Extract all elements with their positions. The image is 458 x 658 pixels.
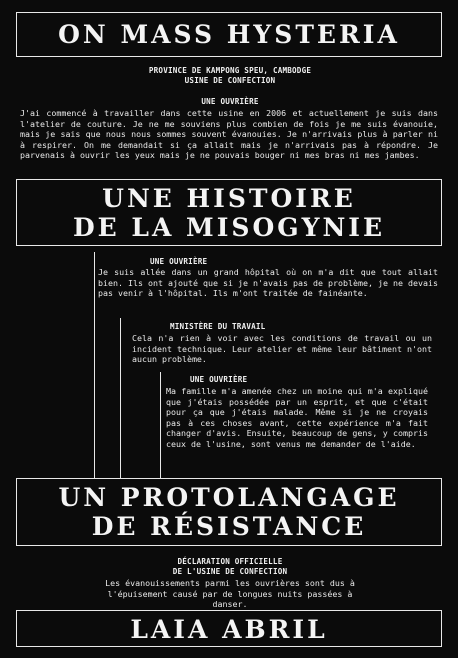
speaker-worker-3: UNE OUVRIÈRE [190,375,248,384]
rule-under-protolangage [16,545,442,546]
speaker-declaration-line-2: DE L'USINE DE CONFECTION [172,567,288,576]
title-histoire-line-2: DE LA MISOGYNIE [72,213,386,242]
statement-declaration: Les évanouissements parmi les ouvrières sont dus à l'épuisement causé par de longues nuits passées à danser. [105,578,355,610]
rule-step-3 [160,372,161,478]
rule-above-histoire [16,179,442,180]
rule-under-histoire [16,245,442,246]
location-line-1: PROVINCE DE KAMPONG SPEU, CAMBODGE [148,66,312,75]
testimony-worker-2: Je suis allée dans un grand hôpital où on m'a dit que tout allait bien. Ils ont ajouté que si je n'avais pas de problème, je ne devais pas venir à l'hôpital. Ils m'ont traitée de fainéante. [98,267,438,299]
rule-step-1 [94,252,95,478]
speaker-declaration-line-1: DÉCLARATION OFFICIELLE [177,557,283,566]
rule-under-title [16,56,442,57]
testimony-worker-3: Ma famille m'a amenée chez un moine qui m'a expliqué que j'étais possédée par un esprit, et que c'était pour ça que j'étais malade. Même si je ne croyais pas à ces choses avant, cette expérience m'a fait changer d'avis. Ensuite, beaucoup de gens, y compris ceux de l'usine, sont venus me demander de l'aide. [166,386,428,449]
title-histoire-line-1: UNE HISTOIRE [102,184,356,213]
rule-step-2 [120,318,121,478]
author-name: LAIA ABRIL [130,615,328,644]
title-protolangage-line-2: DE RÉSISTANCE [91,512,367,541]
speaker-ministry: MINISTÈRE DU TRAVAIL [170,322,266,331]
rule-above-author [16,610,442,611]
testimony-worker-1: J'ai commencé à travailler dans cette usine en 2006 et actuellement je suis dans l'atelier de couture. Je ne me souviens plus combien de fois je me suis évanouie, mais je sais que nous nous sommes souvent évanouies. Je n'arrivais plus à parler ni à respirer. On me demandait si ça allait mais je n'arrivais pas à répondre. Je parvenais à ouvrir les yeux mais je ne pouvais bouger ni mes bras ni mes jambes. [20,108,438,161]
rule-bottom [16,646,442,647]
statement-ministry: Cela n'a rien à voir avec les conditions de travail ou un incident technique. Leur atelier et même leur bâtiment n'ont aucun problème. [132,333,432,365]
location-line-2: USINE DE CONFECTION [184,76,276,85]
speaker-worker-1: UNE OUVRIÈRE [201,97,259,106]
title-protolangage-line-1: UN PROTOLANGAGE [58,483,400,512]
rule-above-protolangage [16,478,442,479]
title-mass-hysteria: ON MASS HYSTERIA [58,20,400,49]
speaker-worker-2: UNE OUVRIÈRE [150,257,208,266]
rule-top [16,12,442,13]
